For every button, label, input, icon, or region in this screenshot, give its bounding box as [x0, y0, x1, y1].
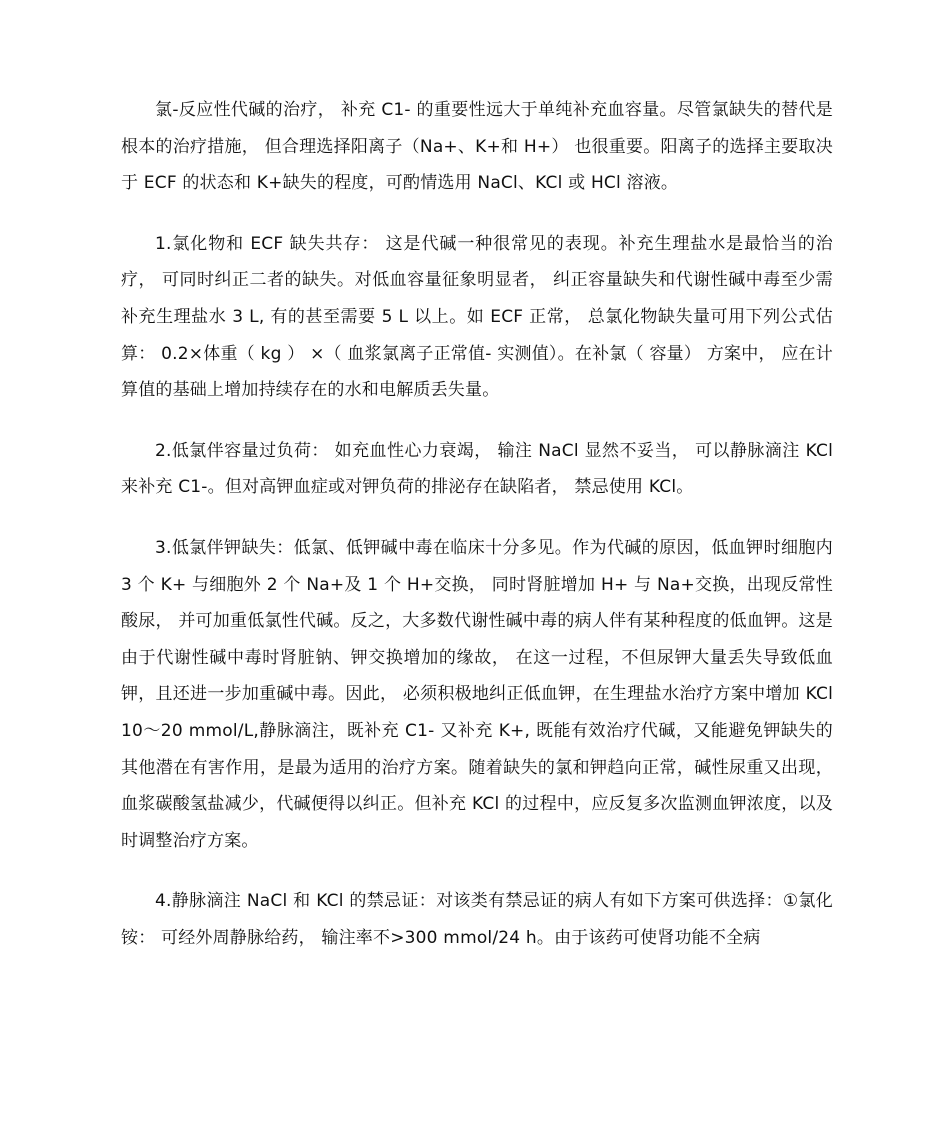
paragraph-item-3: 3.低氯伴钾缺失：低氯、低钾碱中毒在临床十分多见。作为代碱的原因，低血钾时细胞内 3 个 K+ 与细胞外 2 个 Na+及 1 个 H+交换， 同时肾脏增加 H+ 与 Na+交换，出现反常性酸尿， 并可加重低氯性代碱。反之，大多数代谢性碱中毒的病人伴有某种程度的低血钾。这是由于代谢性碱中毒时肾脏钠、钾交换增加的缘故， 在这一过程，不但尿钾大量丢失导致低血钾，且还进一步加重碱中毒。因此， 必须积极地纠正低血钾，在生理盐水治疗方案中增加 KCl 10～20 mmol/L,静脉滴注，既补充 C1- 又补充 K+, 既能有效治疗代碱，又能避免钾缺失的其他潜在有害作用，是最为适用的治疗方案。随着缺失的氯和钾趋向正常，碱性尿重又出现，血浆碳酸氢盐减少，代碱便得以纠正。但补充 KCl 的过程中，应反复多次监测血钾浓度，以及时调整治疗方案。: [121, 537, 833, 851]
paragraph-intro: 氯-反应性代碱的治疗， 补充 C1- 的重要性远大于单纯补充血容量。尽管氯缺失的替代是根本的治疗措施， 但合理选择阳离子（Na+、K+和 H+） 也很重要。阳离子的选择主要取决于 ECF 的状态和 K+缺失的程度，可酌情选用 NaCl、KCl 或 HCl 溶液。: [121, 100, 833, 194]
paragraph-item-2: 2.低氯伴容量过负荷： 如充血性心力衰竭， 输注 NaCl 显然不妥当， 可以静脉滴注 KCl 来补充 C1-。但对高钾血症或对钾负荷的排泌存在缺陷者， 禁忌使用 KCl。: [121, 440, 833, 498]
paragraph-item-1: 1.氯化物和 ECF 缺失共存： 这是代碱一种很常见的表现。补充生理盐水是最恰当的治疗， 可同时纠正二者的缺失。对低血容量征象明显者， 纠正容量缺失和代谢性碱中毒至少需补充生理盐水 3 L, 有的甚至需要 5 L 以上。如 ECF 正常， 总氯化物缺失量可用下列公式估算： 0.2×体重（ kg ） ×（ 血浆氯离子正常值- 实测值）。在补氯（ 容量） 方案中， 应在计算值的基础上增加持续存在的水和电解质丢失量。: [121, 233, 833, 401]
paragraph-item-4: 4.静脉滴注 NaCl 和 KCl 的禁忌证：对该类有禁忌证的病人有如下方案可供选择：①氯化铵： 可经外周静脉给药， 输注率不>300 mmol/24 h。由于该药可使肾功能不全病: [121, 891, 833, 948]
document-page: [121, 92, 833, 980]
